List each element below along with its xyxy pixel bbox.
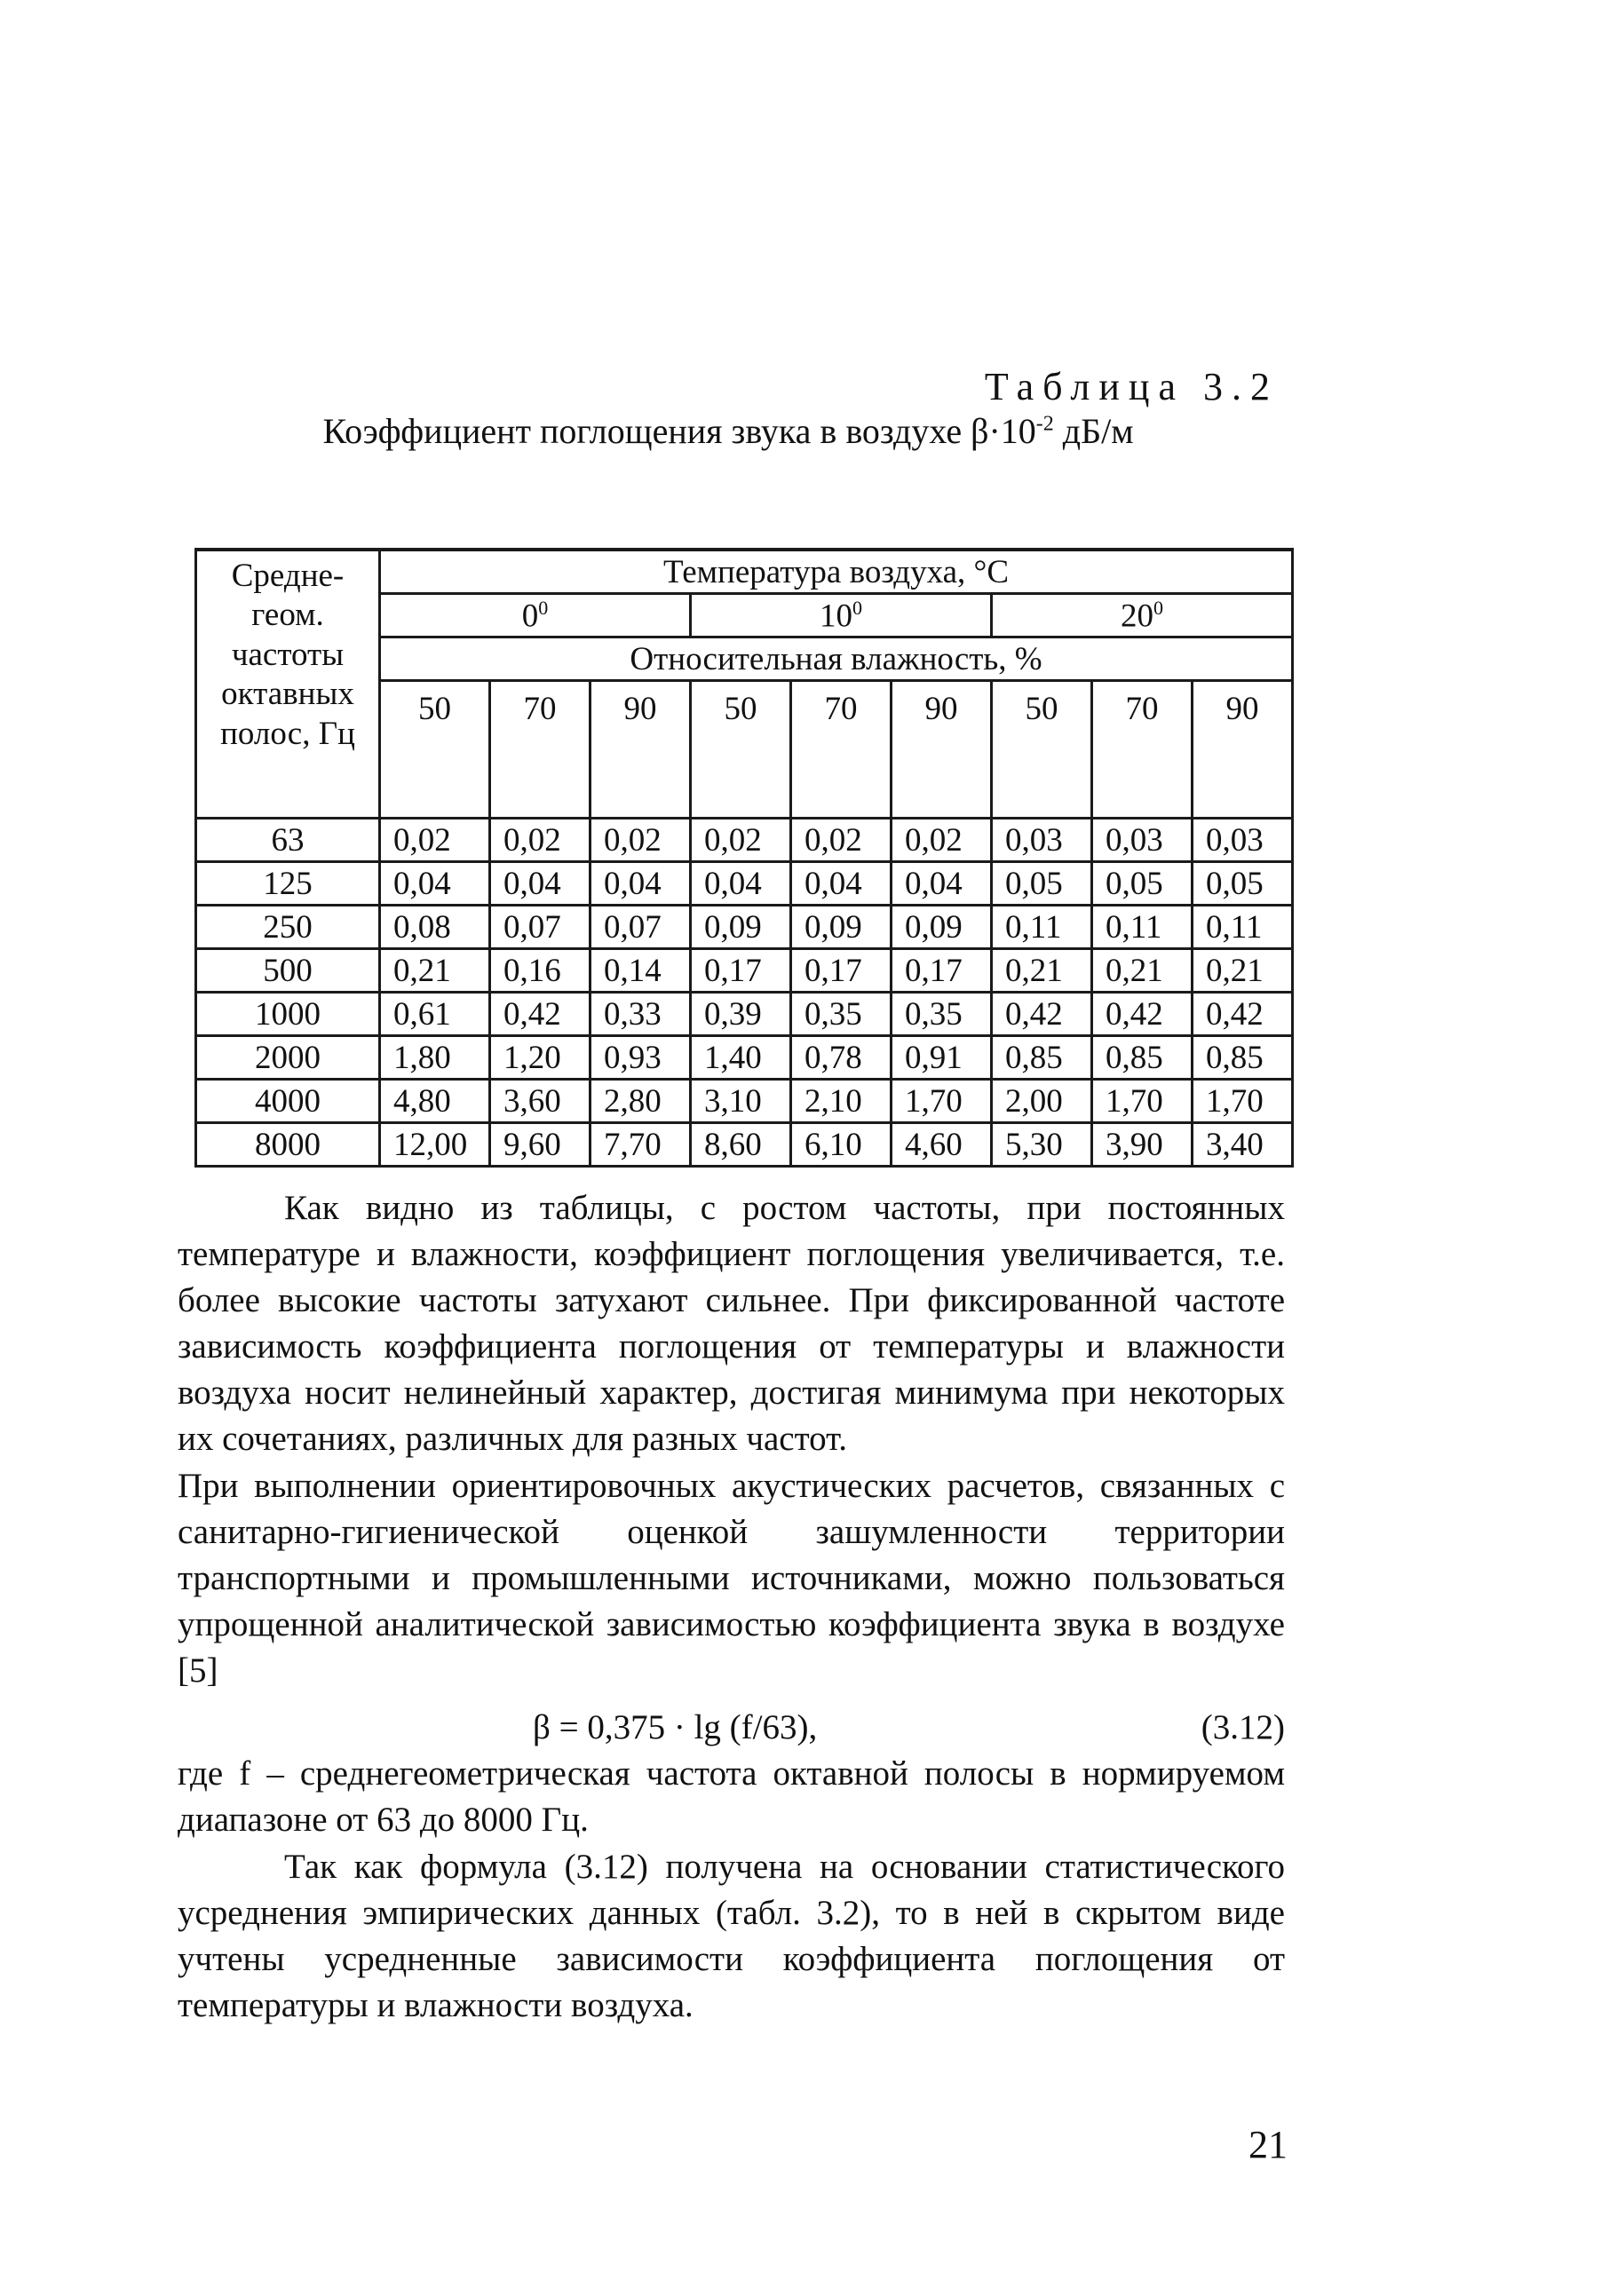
table-row xyxy=(196,949,1293,993)
coefficient-cell: 0,04 xyxy=(691,862,791,906)
coefficient-cell: 0,05 xyxy=(992,862,1092,906)
coefficient-cell: 0,07 xyxy=(490,906,591,949)
coefficient-cell: 4,60 xyxy=(892,1123,992,1167)
frequency-cell: 63 xyxy=(196,819,380,862)
coefficient-cell: 0,17 xyxy=(791,949,892,993)
humidity-cell: 90 xyxy=(1193,681,1293,819)
coefficient-cell: 1,70 xyxy=(892,1080,992,1123)
coefficient-cell: 0,02 xyxy=(892,819,992,862)
frequency-cell: 2000 xyxy=(196,1036,380,1080)
coefficient-cell: 5,30 xyxy=(992,1123,1092,1167)
frequency-cell: 8000 xyxy=(196,1123,380,1167)
humidity-cell: 70 xyxy=(791,681,892,819)
absorption-table xyxy=(194,548,1294,1168)
coefficient-cell: 0,09 xyxy=(791,906,892,949)
humidity-cell: 50 xyxy=(691,681,791,819)
coefficient-cell: 0,85 xyxy=(1193,1036,1293,1080)
humidity-cell: 90 xyxy=(591,681,691,819)
table-caption-title xyxy=(178,410,1279,452)
table-row xyxy=(196,1036,1293,1080)
coefficient-cell: 0,78 xyxy=(791,1036,892,1080)
caption-title-text: Коэффициент поглощения звука в воздухе β·10 xyxy=(322,411,1036,451)
coefficient-cell: 0,02 xyxy=(380,819,490,862)
coefficient-cell: 0,05 xyxy=(1193,862,1293,906)
coefficient-cell: 0,16 xyxy=(490,949,591,993)
coefficient-cell: 0,04 xyxy=(591,862,691,906)
coefficient-cell: 0,04 xyxy=(791,862,892,906)
coefficient-cell: 0,09 xyxy=(691,906,791,949)
table-row xyxy=(196,819,1293,862)
coefficient-cell: 0,17 xyxy=(892,949,992,993)
page-number: 21 xyxy=(1248,2123,1288,2166)
frequency-cell: 125 xyxy=(196,862,380,906)
humidity-header: Относительная влажность, % xyxy=(380,637,1293,681)
temp-10-value: 10 xyxy=(820,598,852,635)
temp-0-degree: 0 xyxy=(538,596,549,619)
coefficient-cell: 2,10 xyxy=(791,1080,892,1123)
coefficient-cell: 1,70 xyxy=(1193,1080,1293,1123)
coefficient-cell: 0,07 xyxy=(591,906,691,949)
paragraph-1: Как видно из таблицы, с ростом частоты, при постоянных температуре и влажности, коэффициент поглощения увеличивается, т.е. более высокие частоты затухают сильнее. При фиксированной частоте зависимость коэффициента поглощения от температуры и влажности воздуха носит нелинейный характер, достигая минимума при некоторых их сочетаниях, различных для разных частот. xyxy=(178,1189,1285,1458)
humidity-cell: 70 xyxy=(490,681,591,819)
coefficient-cell: 0,04 xyxy=(490,862,591,906)
coefficient-cell: 0,61 xyxy=(380,993,490,1036)
coefficient-cell: 0,33 xyxy=(591,993,691,1036)
frequency-cell: 4000 xyxy=(196,1080,380,1123)
coefficient-cell: 0,02 xyxy=(490,819,591,862)
formula-number: (3.12) xyxy=(1201,1708,1285,1746)
coefficient-cell: 4,80 xyxy=(380,1080,490,1123)
coefficient-cell: 0,09 xyxy=(892,906,992,949)
formula: β = 0,375 · lg (f/63), xyxy=(533,1708,818,1746)
frequency-cell: 500 xyxy=(196,949,380,993)
coefficient-cell: 6,10 xyxy=(791,1123,892,1167)
coefficient-cell: 0,21 xyxy=(992,949,1092,993)
coefficient-cell: 0,08 xyxy=(380,906,490,949)
coefficient-cell: 0,91 xyxy=(892,1036,992,1080)
coefficient-cell: 0,35 xyxy=(791,993,892,1036)
temperature-header: Температура воздуха, °C xyxy=(380,550,1293,594)
temp-20-value: 20 xyxy=(1121,598,1154,635)
coefficient-cell: 3,40 xyxy=(1193,1123,1293,1167)
coefficient-cell: 1,20 xyxy=(490,1036,591,1080)
coefficient-cell: 0,42 xyxy=(992,993,1092,1036)
coefficient-cell: 0,93 xyxy=(591,1036,691,1080)
coefficient-cell: 0,04 xyxy=(892,862,992,906)
coefficient-cell: 12,00 xyxy=(380,1123,490,1167)
table-caption-label: Таблица 3.2 xyxy=(984,365,1279,408)
coefficient-cell: 8,60 xyxy=(691,1123,791,1167)
temp-10-degree: 0 xyxy=(852,596,862,619)
temp-20-degree: 0 xyxy=(1153,596,1164,619)
coefficient-cell: 0,02 xyxy=(591,819,691,862)
caption-title-unit: дБ/м xyxy=(1053,411,1134,451)
humidity-cell: 50 xyxy=(380,681,490,819)
coefficient-cell: 7,70 xyxy=(591,1123,691,1167)
humidity-cell: 70 xyxy=(1092,681,1193,819)
table-row xyxy=(196,1123,1293,1167)
coefficient-cell: 0,11 xyxy=(992,906,1092,949)
coefficient-cell: 1,40 xyxy=(691,1036,791,1080)
coefficient-cell: 0,02 xyxy=(691,819,791,862)
coefficient-cell: 1,70 xyxy=(1092,1080,1193,1123)
coefficient-cell: 0,02 xyxy=(791,819,892,862)
coefficient-cell: 0,14 xyxy=(591,949,691,993)
coefficient-cell: 0,21 xyxy=(1193,949,1293,993)
caption-title-exponent: -2 xyxy=(1035,412,1054,436)
coefficient-cell: 0,17 xyxy=(691,949,791,993)
coefficient-cell: 0,03 xyxy=(1193,819,1293,862)
coefficient-cell: 0,42 xyxy=(490,993,591,1036)
coefficient-cell: 0,11 xyxy=(1092,906,1193,949)
coefficient-cell: 0,35 xyxy=(892,993,992,1036)
temp-0-value: 0 xyxy=(521,598,539,635)
table-row xyxy=(196,906,1293,949)
paragraph-4: Так как формула (3.12) получена на основании статистического усреднения эмпирических данных (табл. 3.2), то в ней в скрытом виде учтены усредненные зависимости коэффициента поглощения от температуры и влажности воздуха. xyxy=(178,1848,1285,2024)
coefficient-cell: 0,85 xyxy=(992,1036,1092,1080)
humidity-cell: 50 xyxy=(992,681,1092,819)
coefficient-cell: 0,42 xyxy=(1092,993,1193,1036)
paragraph-3: где f – среднегеометрическая частота октавной полосы в нормируемом диапазоне от 63 до 8000 Гц. xyxy=(178,1754,1285,1839)
temp-0-header xyxy=(380,594,691,637)
coefficient-cell: 0,03 xyxy=(992,819,1092,862)
formula-row xyxy=(178,1705,1285,1751)
coefficient-cell: 2,00 xyxy=(992,1080,1092,1123)
table-row xyxy=(196,993,1293,1036)
coefficient-cell: 0,11 xyxy=(1193,906,1293,949)
frequency-cell: 250 xyxy=(196,906,380,949)
coefficient-cell: 0,42 xyxy=(1193,993,1293,1036)
coefficient-cell: 0,05 xyxy=(1092,862,1193,906)
coefficient-cell: 0,21 xyxy=(1092,949,1193,993)
temp-10-header xyxy=(691,594,992,637)
frequency-column-header: Средне-геом. частоты октавных полос, Гц xyxy=(196,550,380,819)
coefficient-cell: 0,85 xyxy=(1092,1036,1193,1080)
table-row xyxy=(196,1080,1293,1123)
frequency-cell: 1000 xyxy=(196,993,380,1036)
coefficient-cell: 3,60 xyxy=(490,1080,591,1123)
coefficient-cell: 0,04 xyxy=(380,862,490,906)
humidity-cell: 90 xyxy=(892,681,992,819)
table-body xyxy=(196,819,1293,1167)
temp-20-header xyxy=(992,594,1293,637)
table-header-row-temperature xyxy=(196,550,1293,594)
coefficient-cell: 3,10 xyxy=(691,1080,791,1123)
coefficient-cell: 0,39 xyxy=(691,993,791,1036)
paragraph-2: При выполнении ориентировочных акустических расчетов, связанных с санитарно-гигиенической оценкой зашумленности территории транспортными и промышленными источниками, можно пользоваться упрощенной аналитической зависимостью коэффициента звука в воздухе [5] xyxy=(178,1467,1285,1690)
coefficient-cell: 3,90 xyxy=(1092,1123,1193,1167)
coefficient-cell: 0,21 xyxy=(380,949,490,993)
coefficient-cell: 2,80 xyxy=(591,1080,691,1123)
coefficient-cell: 0,03 xyxy=(1092,819,1193,862)
coefficient-cell: 1,80 xyxy=(380,1036,490,1080)
coefficient-cell: 9,60 xyxy=(490,1123,591,1167)
table-row xyxy=(196,862,1293,906)
